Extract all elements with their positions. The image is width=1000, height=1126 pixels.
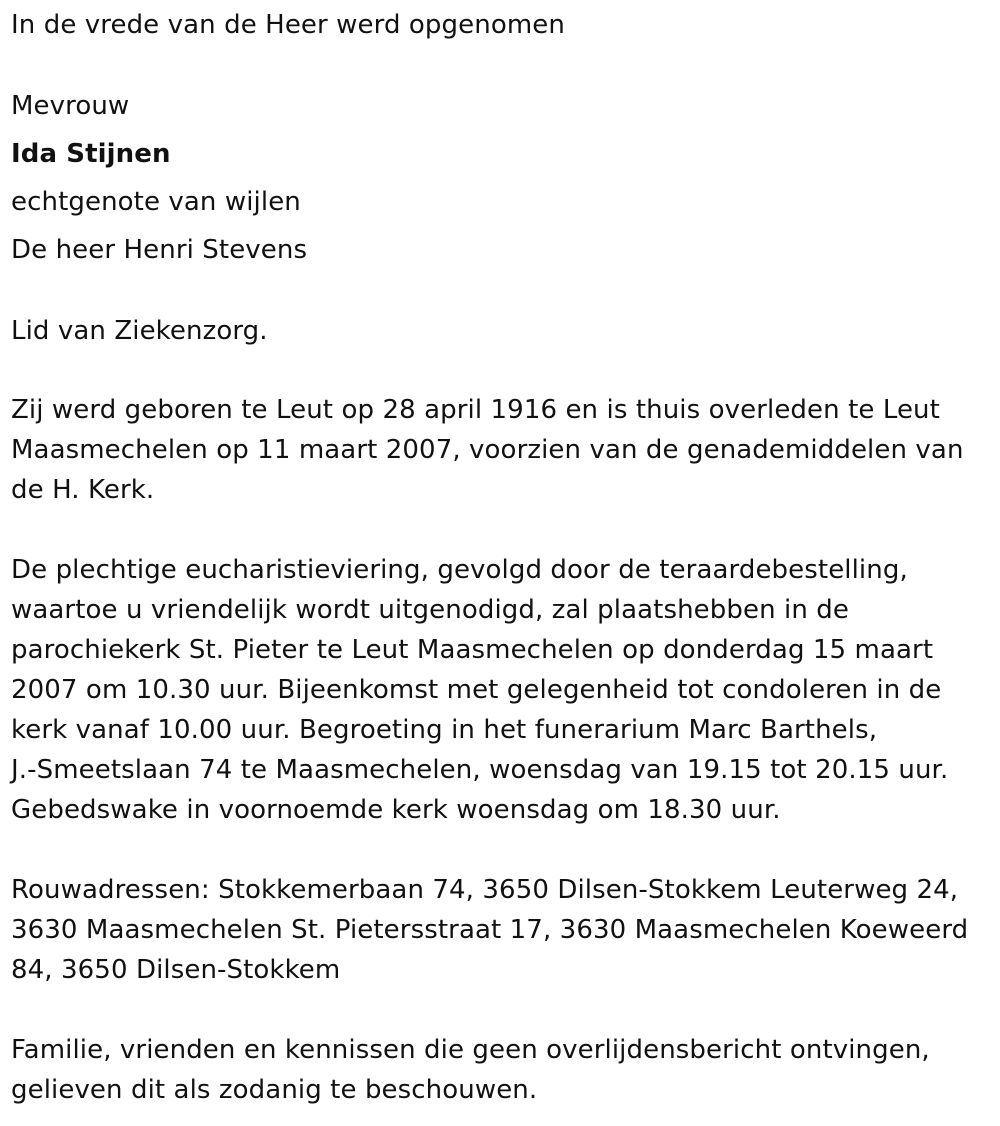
funeral-paragraph: De plechtige eucharistieviering, gevolgd door de teraardebestelling, waartoe u vriendelijk wordt uitgenodigd, zal plaatshebben in de parochiekerk St. Pieter te Leut Maasmechelen op donderdag 15 maart 2007 om 10.30 uur. Bijeenkomst met gelegenheid tot condoleren in de kerk vanaf 10.00 uur. Begroeting in het funerarium Marc Barthels, J.-Smeetslaan 74 te Maasmechelen, woensdag van 19.15 tot 20.15 uur. Gebedswake in voornoemde kerk woensdag om 18.30 uur. — [11, 555, 949, 825]
intro-line: In de vrede van de Heer werd opgenomen — [11, 10, 565, 40]
membership-line: Lid van Ziekenzorg. — [11, 316, 268, 346]
birth-death-paragraph: Zij werd geboren te Leut op 28 april 1916 en is thuis overleden te Leut Maasmechelen op 11 maart 2007, voorzien van de genademiddelen van de H. Kerk. — [11, 395, 964, 505]
family-note-paragraph: Familie, vrienden en kennissen die geen overlijdensbericht ontvingen, gelieven dit als zodanig te beschouwen. — [11, 1035, 930, 1105]
honorific: Mevrouw — [11, 91, 130, 121]
mourning-addresses-paragraph: Rouwadressen: Stokkemerbaan 74, 3650 Dilsen-Stokkem Leuterweg 24, 3630 Maasmechelen St. Pietersstraat 17, 3630 Maasmechelen Koeweerd 84, 3650 Dilsen-Stokkem — [11, 875, 969, 985]
deceased-name: Ida Stijnen — [11, 139, 171, 169]
spouse-line-2: De heer Henri Stevens — [11, 235, 308, 265]
spouse-line-1: echtgenote van wijlen — [11, 187, 301, 217]
